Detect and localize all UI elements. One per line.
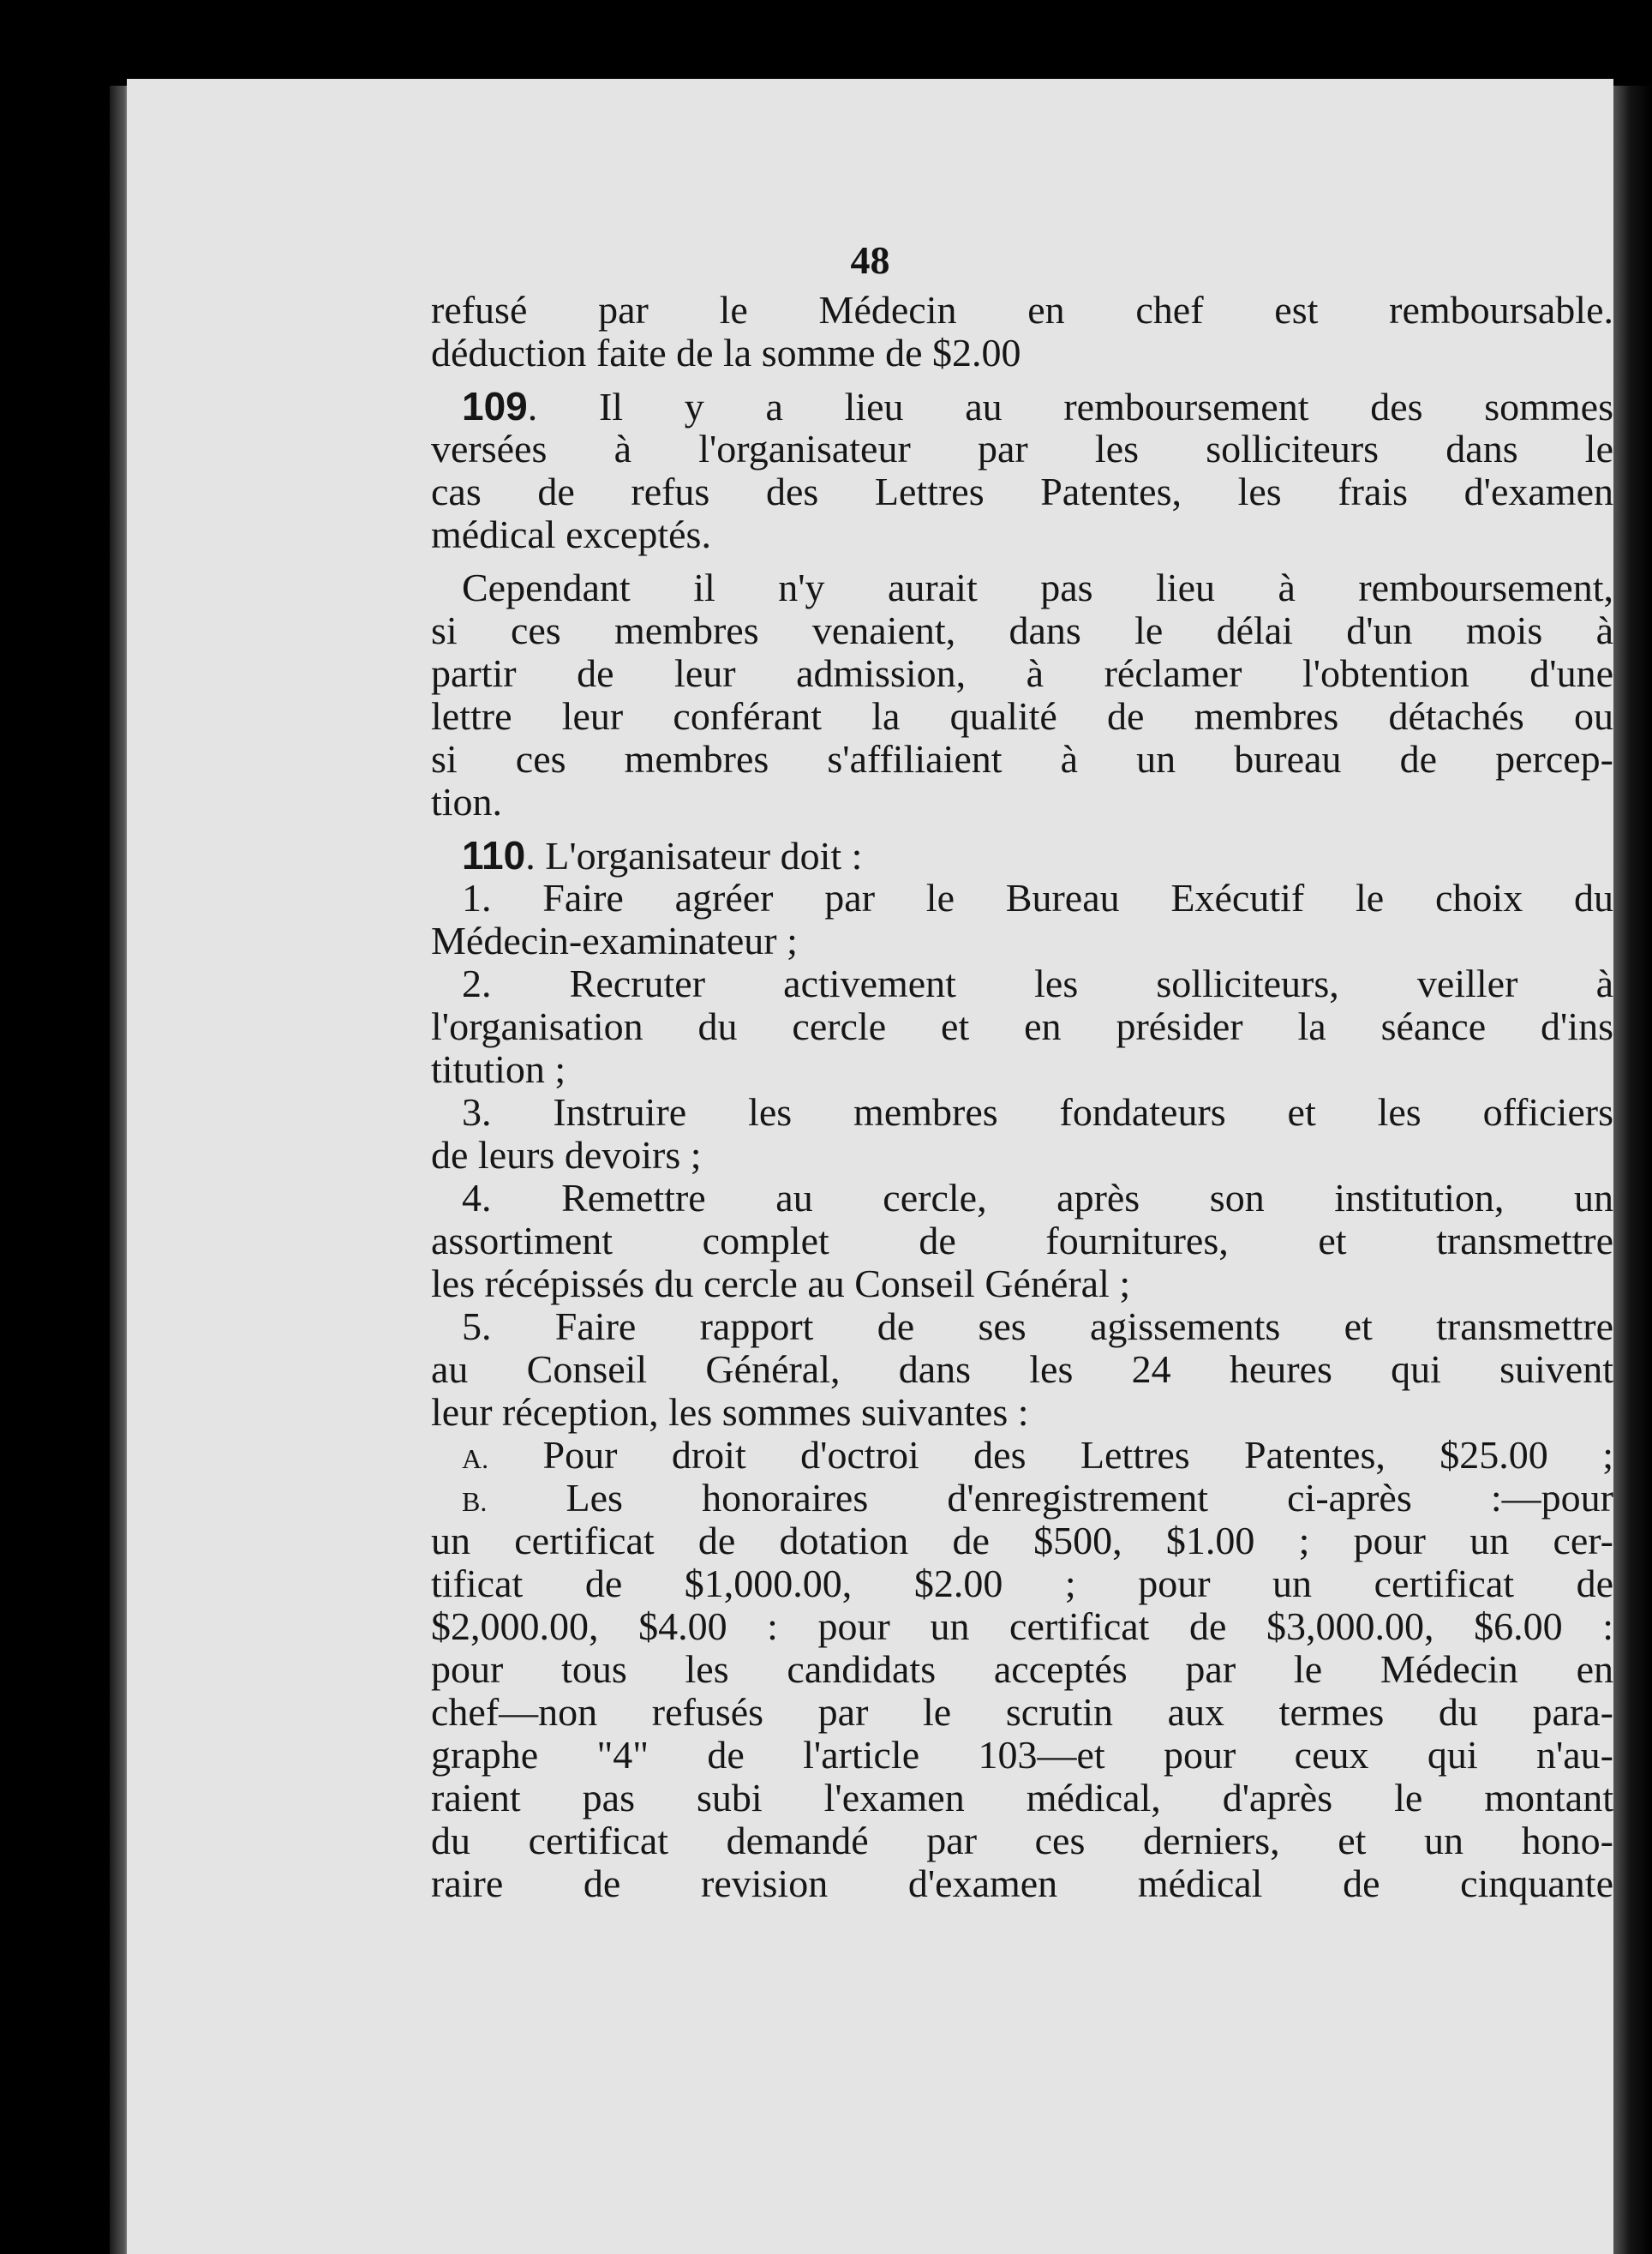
text-line bbox=[431, 289, 1613, 332]
text-line bbox=[431, 1220, 1613, 1262]
line-text: un certificat de dotation de $500, $1.00 ; pour un cer- bbox=[431, 1519, 1613, 1562]
text-line bbox=[431, 920, 1613, 962]
line-text: pour tous les candidats acceptés par le Médecin en bbox=[431, 1647, 1613, 1691]
line-text: 2. Recruter activement les solliciteurs, veiller à bbox=[462, 962, 1613, 1005]
text-line bbox=[431, 428, 1613, 471]
line-text: $2,000.00, $4.00 : pour un certificat de $3,000.00, $6.00 : bbox=[431, 1604, 1613, 1648]
line-text: partir de leur admission, à réclamer l'obtention d'une bbox=[431, 651, 1613, 695]
text-line bbox=[431, 695, 1613, 738]
line-text: lettre leur conférant la qualité de membres détachés ou bbox=[431, 694, 1613, 738]
text-line bbox=[431, 332, 1613, 375]
line-text: de leurs devoirs ; bbox=[431, 1133, 702, 1177]
text-line bbox=[431, 962, 1613, 1005]
article-number: 110 bbox=[462, 833, 526, 878]
text-line bbox=[431, 652, 1613, 695]
line-text: médical exceptés. bbox=[431, 513, 711, 556]
line-text: tificat de $1,000.00, $2.00 ; pour un certificat de bbox=[431, 1562, 1613, 1605]
text-line bbox=[431, 834, 1613, 877]
line-text: Pour droit d'octroi des Lettres Patentes, $25.00 ; bbox=[488, 1433, 1613, 1477]
line-text: l'organisation du cercle et en présider la séance d'ins bbox=[431, 1004, 1613, 1048]
text-line bbox=[431, 1605, 1613, 1648]
line-text: Médecin-examinateur ; bbox=[431, 919, 798, 962]
text-line bbox=[431, 513, 1613, 556]
text-line bbox=[431, 1819, 1613, 1862]
text-line bbox=[431, 566, 1613, 609]
line-text: du certificat demandé par ces derniers, et un hono- bbox=[431, 1819, 1613, 1862]
line-text: . Il y a lieu au remboursement des sommes bbox=[527, 385, 1613, 429]
line-text: . L'organisateur doit : bbox=[525, 834, 863, 878]
line-text: au Conseil Général, dans les 24 heures qui suivent bbox=[431, 1347, 1613, 1391]
article-number: 109 bbox=[462, 384, 528, 429]
text-line bbox=[431, 1091, 1613, 1134]
text-line bbox=[431, 1520, 1613, 1562]
line-text: refusé par le Médecin en chef est remboursable. bbox=[431, 288, 1613, 332]
line-text: leur réception, les sommes suivantes : bbox=[431, 1390, 1029, 1434]
text-line bbox=[431, 738, 1613, 781]
text-line bbox=[431, 781, 1613, 824]
text-line bbox=[431, 1691, 1613, 1734]
line-text: graphe "4" de l'article 103—et pour ceux qui n'au- bbox=[431, 1733, 1613, 1777]
text-line bbox=[431, 1477, 1613, 1520]
line-text: Les honoraires d'enregistrement ci-après :—pour bbox=[487, 1476, 1613, 1520]
line-text: tion. bbox=[431, 780, 503, 824]
line-text: cas de refus des Lettres Patentes, les frais d'examen bbox=[431, 470, 1613, 513]
line-text: chef—non refusés par le scrutin aux termes du para- bbox=[431, 1690, 1613, 1734]
text-line bbox=[431, 1648, 1613, 1691]
text-line bbox=[431, 1391, 1613, 1434]
line-text: 4. Remettre au cercle, après son institution, un bbox=[462, 1176, 1613, 1220]
line-text: 5. Faire rapport de ses agissements et transmettre bbox=[462, 1304, 1613, 1348]
text-line bbox=[431, 1134, 1613, 1177]
line-text: si ces membres venaient, dans le délai d'un mois à bbox=[431, 608, 1613, 652]
item-letter: B. bbox=[462, 1486, 488, 1517]
line-text: 3. Instruire les membres fondateurs et les officiers bbox=[462, 1090, 1613, 1134]
line-text: raire de revision d'examen médical de cinquante bbox=[431, 1861, 1613, 1905]
line-text: titution ; bbox=[431, 1047, 566, 1091]
text-line bbox=[431, 609, 1613, 652]
text-line bbox=[431, 1562, 1613, 1605]
text-line bbox=[431, 877, 1613, 920]
item-letter: A. bbox=[462, 1443, 489, 1474]
line-text: déduction faite de la somme de $2.00 bbox=[431, 331, 1021, 375]
text-line bbox=[431, 1348, 1613, 1391]
text-line bbox=[431, 1434, 1613, 1477]
line-text: les récépissés du cercle au Conseil Général ; bbox=[431, 1262, 1131, 1305]
page-right-shadow bbox=[1607, 86, 1652, 2254]
text-line bbox=[431, 1862, 1613, 1905]
text-line bbox=[431, 1734, 1613, 1777]
text-line bbox=[431, 1305, 1613, 1348]
document-page bbox=[127, 79, 1613, 2254]
line-text: raient pas subi l'examen médical, d'après le montant bbox=[431, 1776, 1613, 1819]
line-text: 1. Faire agréer par le Bureau Exécutif le choix du bbox=[462, 876, 1613, 920]
line-text: assortiment complet de fournitures, et transmettre bbox=[431, 1219, 1613, 1262]
text-line bbox=[431, 1777, 1613, 1819]
text-line bbox=[431, 1048, 1613, 1091]
body-text bbox=[431, 289, 1613, 1905]
text-line bbox=[431, 385, 1613, 428]
text-line bbox=[431, 471, 1613, 513]
line-text: versées à l'organisateur par les solliciteurs dans le bbox=[431, 427, 1613, 471]
line-text: Cependant il n'y aurait pas lieu à remboursement, bbox=[462, 566, 1613, 609]
text-line bbox=[431, 1262, 1613, 1305]
line-text: si ces membres s'affiliaient à un bureau de percep- bbox=[431, 737, 1613, 781]
text-line bbox=[431, 1177, 1613, 1220]
page-number: 48 bbox=[850, 238, 890, 282]
text-line bbox=[431, 1005, 1613, 1048]
